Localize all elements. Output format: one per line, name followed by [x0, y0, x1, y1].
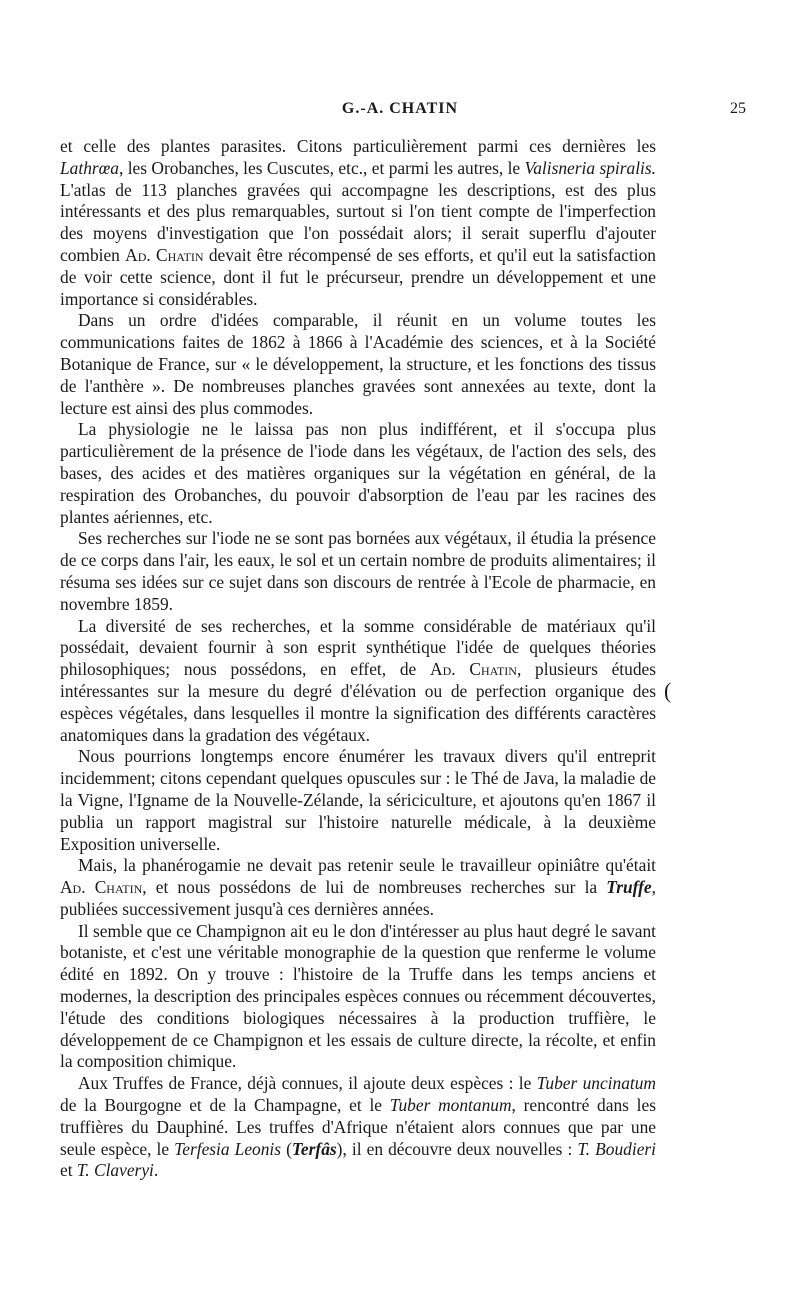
- text-run: , plusieurs études intéressantes sur la mesure du degré d'élévation ou de perfection organique des espèces végétales, dans lesquelles il montre la signification des différents caractères anatomiques dans la gradation des végétaux.: [60, 659, 657, 745]
- paragraph: [60, 310, 656, 419]
- text-run: de la Bourgogne et de la Champagne, et le: [60, 1095, 390, 1116]
- paragraph: [60, 921, 656, 1074]
- text-run: , publiées successivement jusqu'à ces dernières années.: [60, 877, 657, 919]
- text-run: , et nous possédons de lui de nombreuses recherches sur la: [142, 877, 607, 898]
- text-run: Mais, la phanérogamie ne devait pas retenir seule le travailleur opiniâtre qu'était: [78, 855, 656, 876]
- author-name: Ad. Chatin: [60, 877, 143, 898]
- text-run: La physiologie ne le laissa pas non plus indifférent, et il s'occupa plus particulièrement de la présence de l'iode dans les végétaux, de l'action des sels, des bases, des acides et des matières organiques sur la végétation en général, de la respiration des Orobanches, du pouvoir d'absorption de l'eau par les racines des plantes aériennes, etc.: [60, 419, 656, 527]
- body-text: [60, 136, 656, 1182]
- text-run: Aux Truffes de France, déjà connues, il ajoute deux espèces : le: [78, 1073, 537, 1094]
- text-run: et celle des plantes parasites. Citons particulièrement parmi ces dernières les: [60, 136, 656, 156]
- paragraph: [60, 746, 656, 855]
- italic-run: Tuber uncinatum: [536, 1073, 656, 1094]
- bold-italic-run: Terfâs: [291, 1138, 337, 1159]
- margin-mark: (: [664, 678, 672, 703]
- text-run: L'atlas de 113 planches gravées qui accompagne les descriptions, est des plus intéressants et des plus remarquables, surtout si l'on tient compte de l'imperfection des moyens d'investigation que l'on possédait alors; il serait superflu d'ajouter combien: [60, 179, 656, 265]
- author-name: Ad. Chatin: [430, 659, 517, 680]
- text-run: (: [281, 1138, 292, 1159]
- italic-run: Valisneria spiralis.: [524, 157, 656, 178]
- author-name: Ad. Chatin: [125, 244, 204, 265]
- paragraph: [60, 855, 656, 920]
- text-run: ), il en découvre deux nouvelles :: [336, 1138, 578, 1159]
- page-number: 25: [730, 100, 746, 117]
- italic-run: Terfesia Leonis: [174, 1138, 282, 1159]
- text-run: Ses recherches sur l'iode ne se sont pas bornées aux végétaux, il étudia la présence de ce corps dans l'air, les eaux, le sol et un certain nombre de produits alimentaires; il résuma ses idées sur ce sujet dans son discours de rentrée à l'Ecole de pharmacie, en novembre 1859.: [60, 528, 656, 614]
- running-head-author: G.-A. CHATIN: [341, 100, 459, 117]
- text-run: Dans un ordre d'idées comparable, il réunit en un volume toutes les communications faites de 1862 à 1866 à l'Académie des sciences, et à la Société Botanique de France, sur « le développement, la structure, et les fonctions des tissus de l'anthère ». De nombreuses planches gravées sont annexées au texte, dont la lecture est ainsi des plus commodes.: [60, 310, 656, 418]
- running-head: [48, 100, 752, 124]
- text-run: .: [153, 1160, 159, 1181]
- italic-run: Tuber montanum: [389, 1095, 512, 1116]
- italic-run: T. Boudieri: [577, 1138, 657, 1159]
- bold-italic-run: Truffe: [606, 877, 652, 898]
- text-run: et: [60, 1160, 77, 1181]
- text-run: Il semble que ce Champignon ait eu le don d'intéresser au plus haut degré le savant botaniste, et c'est une véritable monographie de la question que renferme le volume édité en 1892. On y trouve : l'histoire de la Truffe dans les temps anciens et modernes, la description des principales espèces connues ou récemment découvertes, l'étude des conditions biologiques nécessaires à la production truffière, le développement de ce Champignon et les essais de culture directe, la récolte, et enfin la composition chimique.: [60, 920, 656, 1072]
- paragraph: [60, 528, 656, 615]
- text-run: La diversité de ses recherches, et la somme considérable de matériaux qu'il possédait, devaient fournir à son esprit synthétique l'idée de quelques théories philosophiques; nous possédons, en effet, de: [60, 615, 656, 680]
- paragraph: [60, 136, 656, 310]
- paragraph: [60, 419, 656, 528]
- text-run: Nous pourrions longtemps encore énumérer les travaux divers qu'il entreprit incidemment; citons cependant quelques opuscules sur : le Thé de Java, la maladie de la Vigne, l'Igname de la Nouvelle-Zélande, la sériciculture, et ajoutons qu'en 1867 il publia un rapport magistral sur l'histoire naturelle médicale, à la deuxième Exposition universelle.: [60, 746, 656, 854]
- paragraph: [60, 1073, 656, 1182]
- text-run: , les Orobanches, les Cuscutes, etc., et parmi les autres, le: [118, 157, 525, 178]
- italic-run: Lathrœa: [60, 157, 119, 178]
- text-run: devait être récompensé de ses efforts, et qu'il eut la satisfaction de voir cette science, dont il fut le précurseur, prendre un développement et une importance si considérables.: [60, 244, 656, 309]
- italic-run: T. Claveryi: [76, 1160, 154, 1181]
- text-run: , rencontré dans les truffières du Dauphiné. Les truffes d'Afrique n'étaient alors connues que par une seule espèce, le: [60, 1095, 656, 1159]
- paragraph: [60, 616, 656, 747]
